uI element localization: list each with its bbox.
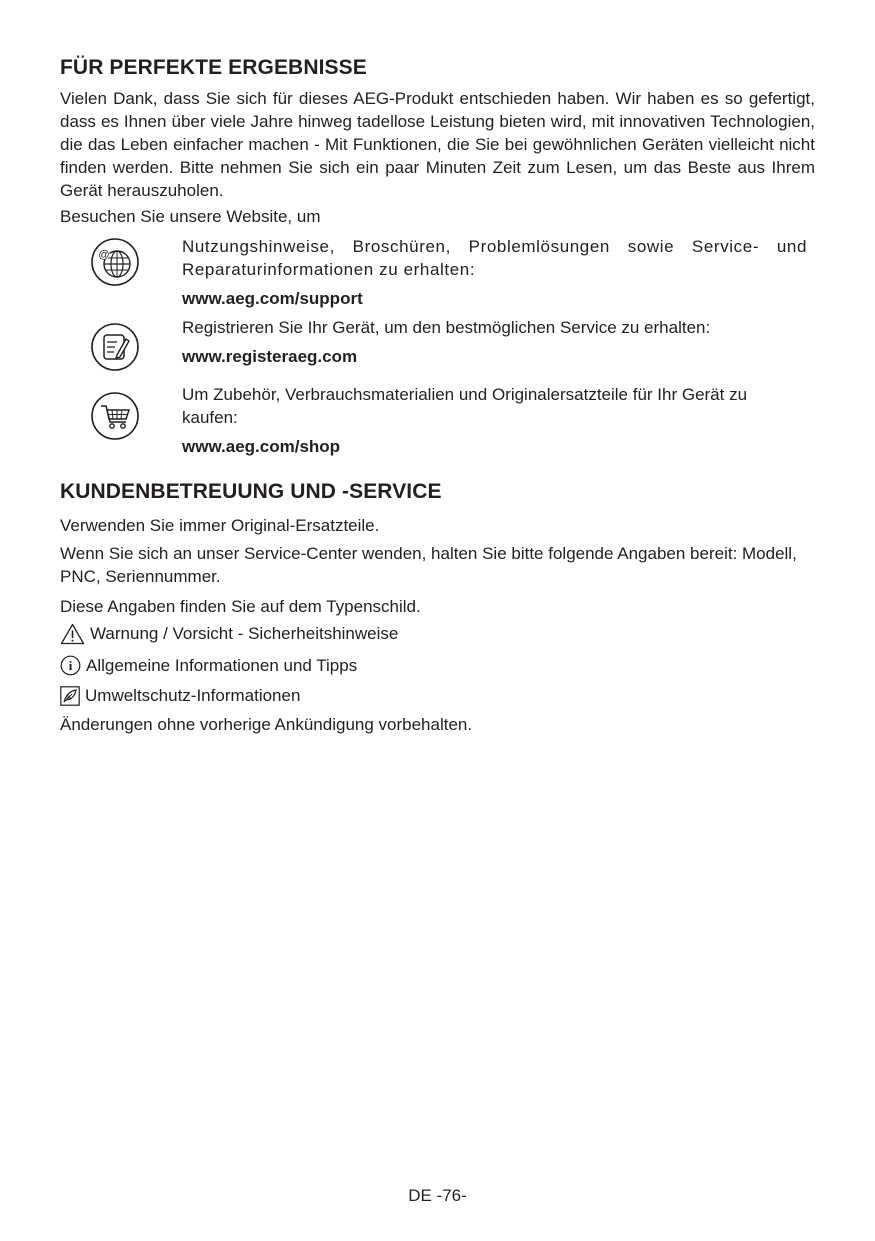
legend-info-label: Allgemeine Informationen und Tipps bbox=[86, 656, 358, 675]
section-heading-results: FÜR PERFEKTE ERGEBNISSE bbox=[60, 56, 367, 79]
shop-link[interactable]: www.aeg.com/shop bbox=[182, 437, 341, 456]
contact-info-text: Wenn Sie sich an unser Service-Center wenden, halten Sie bitte folgende Angaben bereit: Modell, PNC, Seriennummer. bbox=[60, 544, 797, 586]
shop-text-block bbox=[182, 383, 807, 458]
intro-paragraph: Vielen Dank, dass Sie sich für dieses AEG-Produkt entschieden haben. Wir haben es so gefertigt, dass es Ihnen über viele Jahre hinweg tadellose Leistung bieten wird, mit innovativen Technologien, die das Leben einfacher machen - Mit Funktionen, die Sie bei gewöhnlichen Geräten vielleicht nicht finden werden. Bitte nehmen Sie sich ein paar Minuten Zeit zum Lesen, um das Beste aus Ihrem Gerät herauszuholen. bbox=[60, 89, 815, 200]
svg-text:@: @ bbox=[98, 249, 110, 261]
legend-warning bbox=[60, 622, 398, 645]
info-icon bbox=[60, 655, 81, 676]
legend-environment-label: Umweltschutz-Informationen bbox=[85, 686, 301, 705]
warning-icon bbox=[60, 623, 85, 645]
legend-warning-label: Warnung / Vorsicht - Sicherheitshinweise bbox=[90, 624, 399, 643]
environment-leaf-icon bbox=[60, 686, 80, 706]
page-number: DE -76- bbox=[408, 1186, 467, 1205]
support-link[interactable]: www.aeg.com/support bbox=[182, 289, 363, 308]
support-description: Nutzungshinweise, Broschüren, Problemlösungen sowie Service- und Reparaturinformationen zu erhalten: bbox=[182, 237, 807, 279]
visit-website-text: Besuchen Sie unsere Website, um bbox=[60, 207, 321, 226]
disclaimer-text: Änderungen ohne vorherige Ankündigung vorbehalten. bbox=[60, 715, 473, 734]
register-document-icon bbox=[90, 322, 140, 372]
shopping-cart-icon bbox=[90, 391, 140, 441]
support-text-block bbox=[182, 235, 807, 310]
shop-description: Um Zubehör, Verbrauchsmaterialien und Originalersatzteile für Ihr Gerät zu kaufen: bbox=[182, 385, 748, 427]
original-parts-text: Verwenden Sie immer Original-Ersatzteile. bbox=[60, 516, 380, 535]
legend-info bbox=[60, 654, 357, 677]
svg-text:i: i bbox=[68, 658, 73, 673]
section-heading-service: KUNDENBETREUUNG UND -SERVICE bbox=[60, 480, 442, 503]
legend-environment bbox=[60, 684, 300, 707]
register-link[interactable]: www.registeraeg.com bbox=[182, 347, 358, 366]
register-text-block bbox=[182, 316, 807, 368]
rating-plate-text: Diese Angaben finden Sie auf dem Typenschild. bbox=[60, 597, 421, 616]
globe-at-icon bbox=[90, 237, 140, 287]
register-description: Registrieren Sie Ihr Gerät, um den bestmöglichen Service zu erhalten: bbox=[182, 318, 711, 337]
